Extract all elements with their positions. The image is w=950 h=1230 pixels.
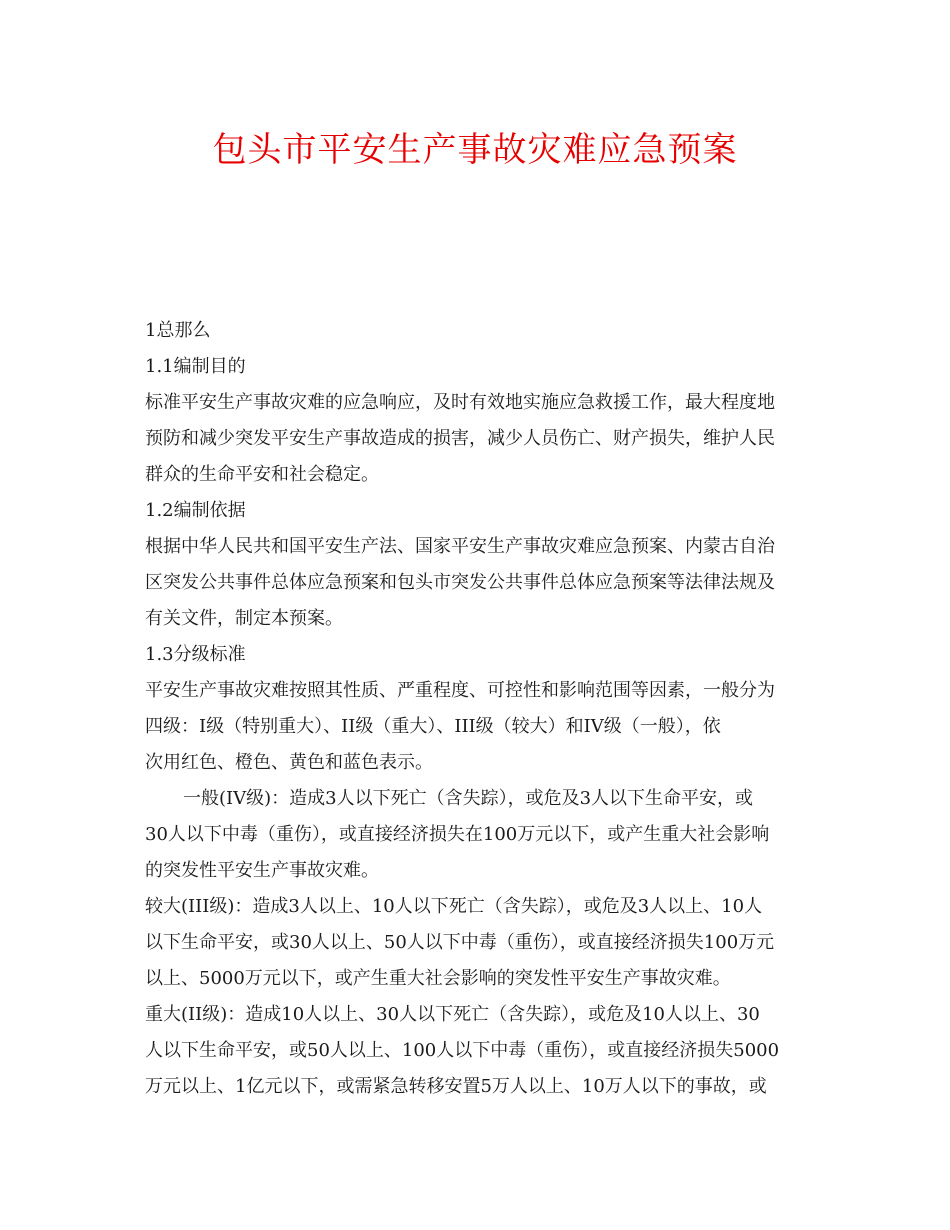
subsection-heading-1-2: 1.2编制依据 [145, 500, 246, 521]
paragraph-line: 以上、5000万元以下，或产生重大社会影响的突发性平安生产事故灾难。 [145, 968, 731, 989]
paragraph-line: 标准平安生产事故灾难的应急响应，及时有效地实施应急救援工作，最大程度地 [145, 392, 775, 413]
document-body [145, 313, 810, 1105]
subsection-heading-1-3: 1.3分级标准 [145, 644, 246, 665]
paragraph-line: 预防和减少突发平安生产事故造成的损害，减少人员伤亡、财产损失，维护人民 [145, 428, 775, 449]
paragraph-line: 万元以上、1亿元以下，或需紧急转移安置5万人以上、10万人以下的事故，或 [145, 1076, 767, 1097]
paragraph-line: 30人以下中毒（重伤），或直接经济损失在100万元以下，或产生重大社会影响 [145, 824, 770, 845]
document-title: 包头市平安生产事故灾难应急预案 [212, 130, 738, 170]
subsection-heading-1-1: 1.1编制目的 [145, 356, 246, 377]
paragraph-line: 次用红色、橙色、黄色和蓝色表示。 [145, 752, 433, 773]
paragraph-line: 四级：I级（特别重大）、II级（重大）、III级（较大）和IV级（一般），依 [145, 716, 721, 737]
paragraph-line: 平安生产事故灾难按照其性质、严重程度、可控性和影响范围等因素，一般分为 [145, 680, 775, 701]
paragraph-line: 一般(IV级)：造成3人以下死亡（含失踪），或危及3人以下生命平安，或 [183, 788, 754, 809]
paragraph-line: 人以下生命平安，或50人以上、100人以下中毒（重伤），或直接经济损失5000 [145, 1040, 780, 1061]
section-heading-1: 1总那么 [145, 320, 211, 341]
paragraph-line: 较大(III级)：造成3人以上、10人以下死亡（含失踪），或危及3人以上、10人 [145, 896, 763, 917]
paragraph-line: 根据中华人民共和国平安生产法、国家平安生产事故灾难应急预案、内蒙古自治 [145, 536, 775, 557]
paragraph-line: 的突发性平安生产事故灾难。 [145, 860, 379, 881]
paragraph-line: 有关文件，制定本预案。 [145, 608, 343, 629]
paragraph-line: 重大(II级)：造成10人以上、30人以下死亡（含失踪），或危及10人以上、30 [145, 1004, 760, 1025]
paragraph-line: 群众的生命平安和社会稳定。 [145, 464, 379, 485]
paragraph-line: 以下生命平安，或30人以上、50人以下中毒（重伤），或直接经济损失100万元 [145, 932, 775, 953]
paragraph-line: 区突发公共事件总体应急预案和包头市突发公共事件总体应急预案等法律法规及 [145, 572, 775, 593]
